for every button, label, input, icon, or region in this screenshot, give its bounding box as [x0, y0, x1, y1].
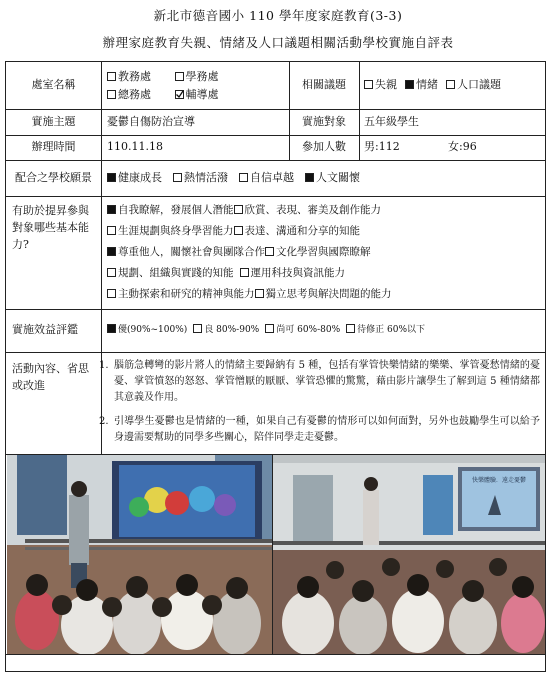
- checkbox-technology[interactable]: [240, 268, 249, 277]
- checkbox-general-affairs[interactable]: [107, 90, 116, 99]
- theme-value: 憂鬱自傷防治宣導: [107, 114, 195, 128]
- checkbox-planning[interactable]: [107, 268, 116, 277]
- option-emotion[interactable]: 情緒: [405, 78, 438, 93]
- activity-photo-right: [273, 455, 545, 654]
- checkbox-population[interactable]: [446, 80, 455, 89]
- checkbox-counseling[interactable]: [175, 90, 184, 99]
- checkbox-needs-revision[interactable]: [346, 324, 355, 333]
- participants-label: 參加人數: [302, 140, 346, 154]
- ability-culture[interactable]: 文化學習與國際瞭解: [265, 246, 371, 258]
- checkbox-excellent[interactable]: [107, 324, 116, 333]
- ability-technology[interactable]: 運用科技與資訊能力: [240, 267, 346, 279]
- vision-label: 配合之學校願景: [15, 170, 92, 184]
- evaluation-label: 實施效益評鑑: [12, 323, 78, 337]
- option-fair[interactable]: 尚可 60%-80%: [265, 324, 340, 336]
- checkbox-confident[interactable]: [239, 173, 248, 182]
- theme-label: 實施主題: [31, 114, 76, 128]
- ability-self-understanding[interactable]: 自我瞭解，發展個人潛能: [107, 204, 234, 216]
- slide-caption: 快樂體驗．遠走憂鬱: [471, 477, 526, 484]
- checkbox-academic[interactable]: [107, 72, 116, 81]
- checkbox-exploration[interactable]: [107, 289, 116, 298]
- checkbox-bereavement[interactable]: [364, 80, 373, 89]
- vision-options: [107, 160, 537, 196]
- content-item-2: 2. 引導學生憂鬱也是情緒的一種，如果自己有憂鬱的情形可以如何面對，另外也鼓勵學生可以給予身邊需要幫助的同學多些關心，陪伴同學走走憂鬱。: [99, 416, 540, 444]
- checkbox-good[interactable]: [193, 324, 202, 333]
- option-enthusiastic[interactable]: 熱情活潑: [173, 171, 228, 186]
- target-label: 實施對象: [302, 114, 346, 128]
- topic-label: 相關議題: [302, 78, 346, 92]
- checkbox-culture[interactable]: [265, 247, 274, 256]
- document-subtitle: 辦理家庭教育失親、情緒及人口議題相關活動學校實施自評表: [102, 35, 454, 50]
- female-count: 女:96: [448, 140, 477, 154]
- target-value: 五年級學生: [364, 114, 419, 128]
- checkbox-enthusiastic[interactable]: [173, 173, 182, 182]
- option-humanistic[interactable]: 人文關懷: [305, 171, 360, 186]
- document-title: 新北市德音國小 110 學年度家庭教育(3-3): [153, 8, 403, 23]
- ability-respect-others[interactable]: 尊重他人，關懷社會與團隊合作: [107, 246, 265, 258]
- ability-line-4: [107, 265, 345, 280]
- date-value: 110.11.18: [107, 140, 163, 154]
- checkbox-communication[interactable]: [234, 226, 243, 235]
- participants-value: [364, 135, 544, 160]
- checkbox-emotion[interactable]: [405, 80, 414, 89]
- checkbox-independent-thinking[interactable]: [255, 289, 264, 298]
- activity-photo-left: [7, 455, 272, 654]
- date-label: 辦理時間: [31, 140, 76, 154]
- checkbox-respect-others[interactable]: [107, 247, 116, 256]
- male-count: 男:112: [364, 140, 400, 154]
- office-options: [107, 62, 287, 109]
- ability-line-5: [107, 286, 392, 301]
- ability-line-1: [107, 202, 381, 217]
- ability-exploration[interactable]: 主動探索和研究的精神與能力: [107, 288, 255, 300]
- option-good[interactable]: 良 80%-90%: [193, 324, 259, 336]
- option-bereavement[interactable]: 失親: [364, 78, 397, 93]
- form-table: [5, 61, 546, 672]
- checkbox-appreciation[interactable]: [234, 205, 243, 214]
- check-mark-icon: [175, 90, 184, 99]
- checkbox-self-understanding[interactable]: [107, 205, 116, 214]
- checkbox-fair[interactable]: [265, 324, 274, 333]
- office-label: 處室名稱: [31, 78, 76, 92]
- content-label: 活動內容、省思或改進: [12, 362, 89, 393]
- option-academic[interactable]: 教務處: [107, 68, 171, 85]
- option-confident[interactable]: 自信卓越: [239, 171, 294, 186]
- evaluation-options: [107, 309, 537, 352]
- topic-options: [364, 62, 544, 109]
- option-healthy-growth[interactable]: 健康成長: [107, 171, 162, 186]
- ability-line-2: [107, 223, 360, 238]
- checkbox-career-planning[interactable]: [107, 226, 116, 235]
- ability-communication[interactable]: 表達、溝通和分享的知能: [234, 225, 361, 237]
- option-general-affairs[interactable]: 總務處: [107, 86, 171, 103]
- option-student-affairs[interactable]: 學務處: [175, 70, 219, 83]
- ability-career-planning[interactable]: 生涯規劃與終身學習能力: [107, 225, 234, 237]
- ability-independent-thinking[interactable]: 獨立思考與解決問題的能力: [255, 288, 392, 300]
- option-needs-revision[interactable]: 待修正 60%以下: [346, 324, 425, 336]
- option-population[interactable]: 人口議題: [446, 78, 501, 93]
- checkbox-student-affairs[interactable]: [175, 72, 184, 81]
- ability-planning[interactable]: 規劃、組織與實踐的知能: [107, 267, 234, 279]
- ability-appreciation[interactable]: 欣賞、表現、審美及創作能力: [234, 204, 382, 216]
- ability-line-3: [107, 244, 371, 259]
- option-excellent[interactable]: 優(90%~100%): [107, 324, 187, 336]
- option-counseling[interactable]: 輔導處: [175, 88, 219, 101]
- checkbox-humanistic[interactable]: [305, 173, 314, 182]
- checkbox-healthy-growth[interactable]: [107, 173, 116, 182]
- abilities-label: 有助於提昇參與對象哪些基本能力?: [12, 204, 89, 252]
- content-item-1: 1. 腦筋急轉彎的影片將人的情緒主要歸納有 5 種，包括有掌管快樂情緒的樂樂、掌管憂愁情緒的憂憂、掌管憤怒的怒怒、掌管憎厭的厭厭、掌管恐懼的驚驚，藉由影片讓學生了解到這 5 種情緒都其意義及作用。: [99, 360, 540, 404]
